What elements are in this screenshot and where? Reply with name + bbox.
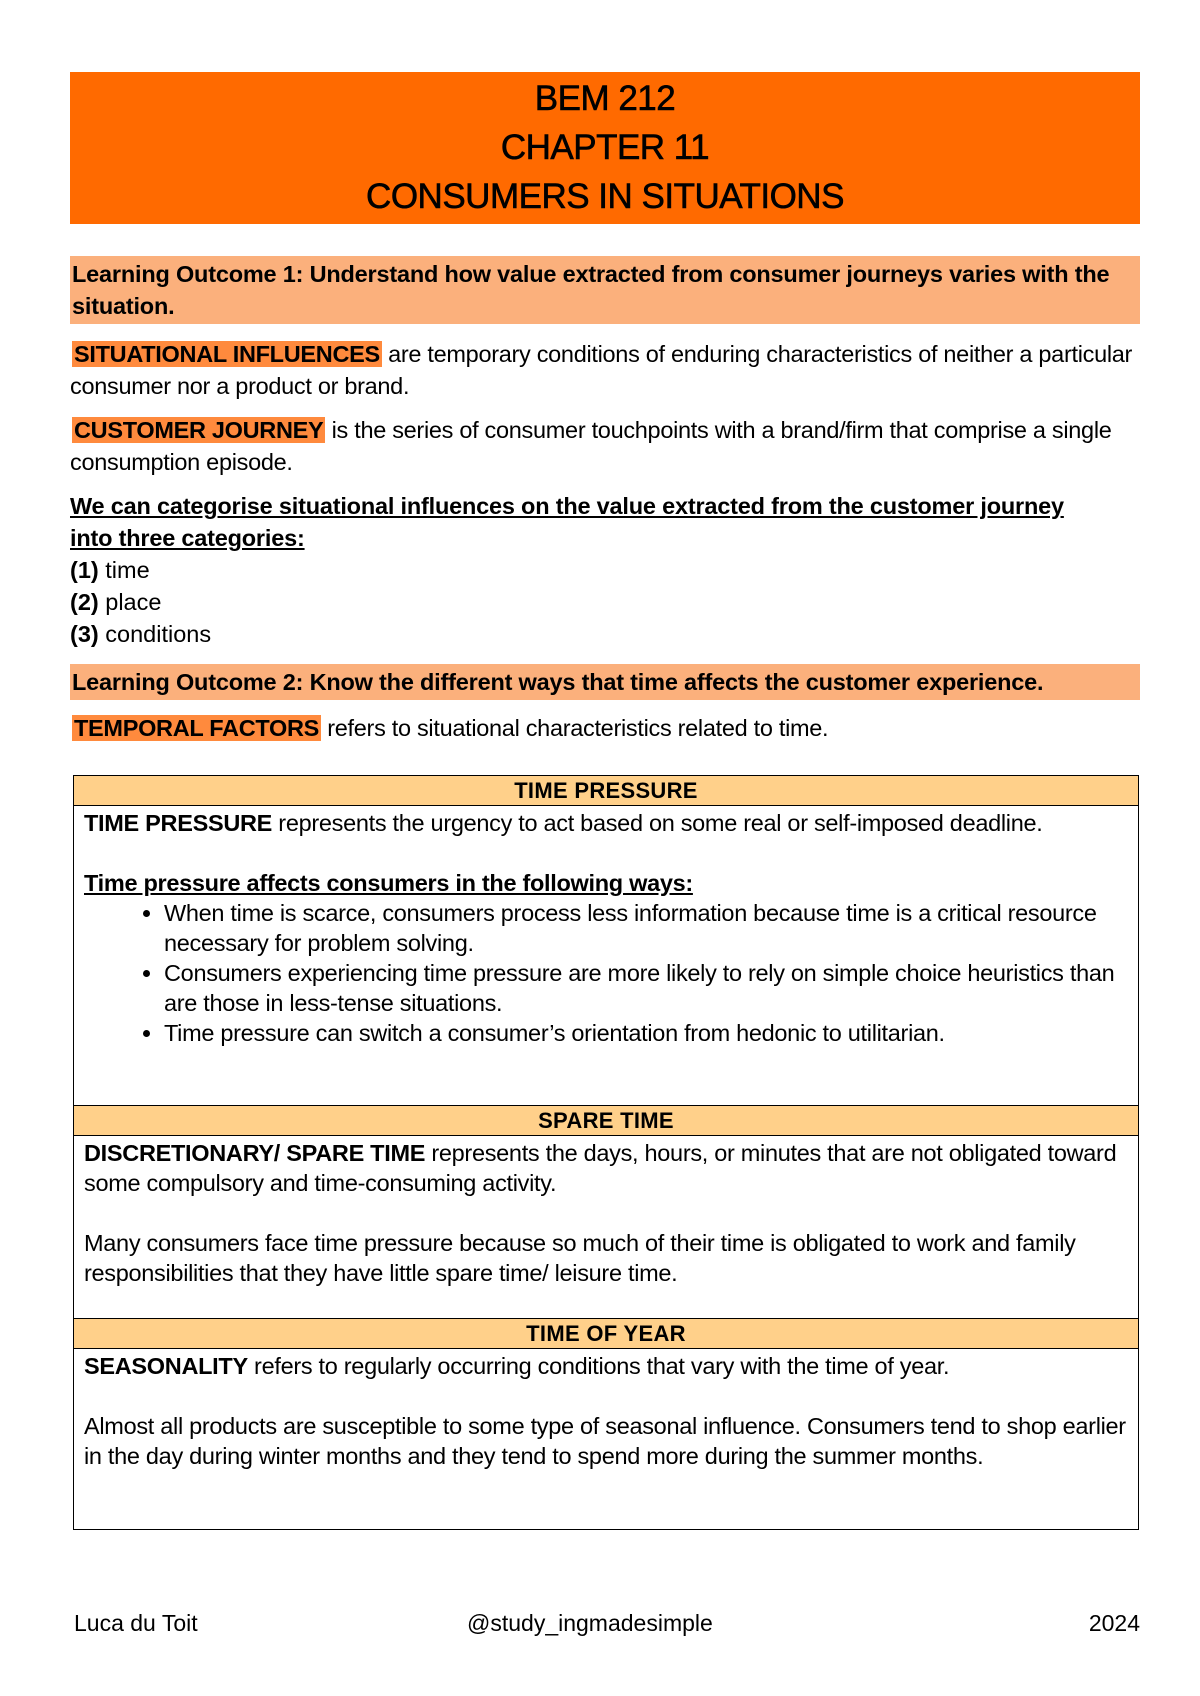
time-pressure-header: TIME PRESSURE — [74, 776, 1138, 806]
chapter-number: CHAPTER 11 — [500, 128, 710, 167]
content — [70, 256, 1140, 744]
temporal-factors-table — [73, 775, 1139, 1530]
spare-time-cell — [74, 1136, 1138, 1318]
time-pressure-definition — [84, 808, 1128, 838]
chapter-title: CONSUMERS IN SITUATIONS — [366, 177, 844, 216]
time-pressure-term: TIME PRESSURE — [84, 810, 273, 836]
footer-year: 2024 — [1088, 1610, 1140, 1636]
customer-journey-definition: is the series of consumer touchpoints with a brand/firm that comprise a single consumption episode. — [70, 417, 1112, 475]
list-item: • Time pressure can switch a consumer’s orientation from hedonic to utilitarian. — [164, 1018, 1128, 1048]
term-customer-journey: CUSTOMER JOURNEY — [74, 417, 324, 443]
category-number: (2) — [70, 589, 99, 615]
situational-influences-definition: are temporary conditions of enduring characteristics of neither a particular consumer nor a product or brand. — [70, 341, 1133, 399]
learning-outcome-1: Learning Outcome 1: Understand how value extracted from consumer journeys varies with the situation. — [70, 256, 1140, 324]
category-label: conditions — [98, 621, 212, 647]
spare-time-header: SPARE TIME — [74, 1105, 1138, 1136]
term-temporal-factors: TEMPORAL FACTORS — [74, 715, 320, 741]
customer-journey-paragraph — [70, 414, 1140, 478]
seasonality-text: refers to regularly occurring conditions that vary with the time of year. — [247, 1353, 950, 1379]
temporal-factors-paragraph — [70, 712, 1140, 744]
category-label: place — [98, 589, 162, 615]
footer-author: Luca du Toit — [74, 1610, 198, 1636]
list-item: • Consumers experiencing time pressure are more likely to rely on simple choice heuristics than are those in less-tense situations. — [164, 958, 1128, 1018]
category-number: (1) — [70, 557, 99, 583]
categories-heading: We can categorise situational influences on the value extracted from the customer journey into three categories: — [70, 493, 1064, 551]
time-of-year-definition — [84, 1351, 1128, 1381]
time-of-year-header: TIME OF YEAR — [74, 1318, 1138, 1349]
time-of-year-cell — [74, 1349, 1138, 1529]
time-pressure-cell — [74, 806, 1138, 1105]
learning-outcome-2: Learning Outcome 2: Know the different ways that time affects the customer experience. — [70, 664, 1140, 700]
course-code: BEM 212 — [534, 79, 676, 118]
category-item — [70, 554, 1140, 586]
spare-time-text: represents the days, hours, or minutes that are not obligated toward some compulsory and time-consuming activity. — [84, 1140, 1117, 1196]
title-banner — [70, 72, 1140, 224]
situational-influences-paragraph — [70, 338, 1140, 402]
category-item — [70, 586, 1140, 618]
time-pressure-subheading: Time pressure affects consumers in the following ways: — [84, 870, 693, 896]
category-label: time — [98, 557, 150, 583]
term-situational-influences: SITUATIONAL INFLUENCES — [74, 341, 380, 367]
time-pressure-list — [84, 898, 1128, 1048]
spare-time-definition — [84, 1138, 1128, 1198]
category-number: (3) — [70, 621, 99, 647]
time-of-year-paragraph: Almost all products are susceptible to some type of seasonal influence. Consumers tend to shop earlier in the day during winter months and they tend to spend more during the summer months. — [84, 1413, 1126, 1469]
temporal-factors-definition: refers to situational characteristics related to time. — [321, 715, 829, 741]
seasonality-term: SEASONALITY — [84, 1353, 248, 1379]
page-footer — [74, 1610, 1140, 1642]
footer-handle: @study_ingmadesimple — [467, 1610, 713, 1636]
category-item — [70, 618, 1140, 650]
spare-time-term: DISCRETIONARY/ SPARE TIME — [84, 1140, 426, 1166]
spare-time-paragraph: Many consumers face time pressure because so much of their time is obligated to work and family responsibilities that they have little spare time/ leisure time. — [84, 1230, 1076, 1286]
time-pressure-text: represents the urgency to act based on some real or self-imposed deadline. — [272, 810, 1043, 836]
list-item: • When time is scarce, consumers process less information because time is a critical resource necessary for problem solving. — [164, 898, 1128, 958]
